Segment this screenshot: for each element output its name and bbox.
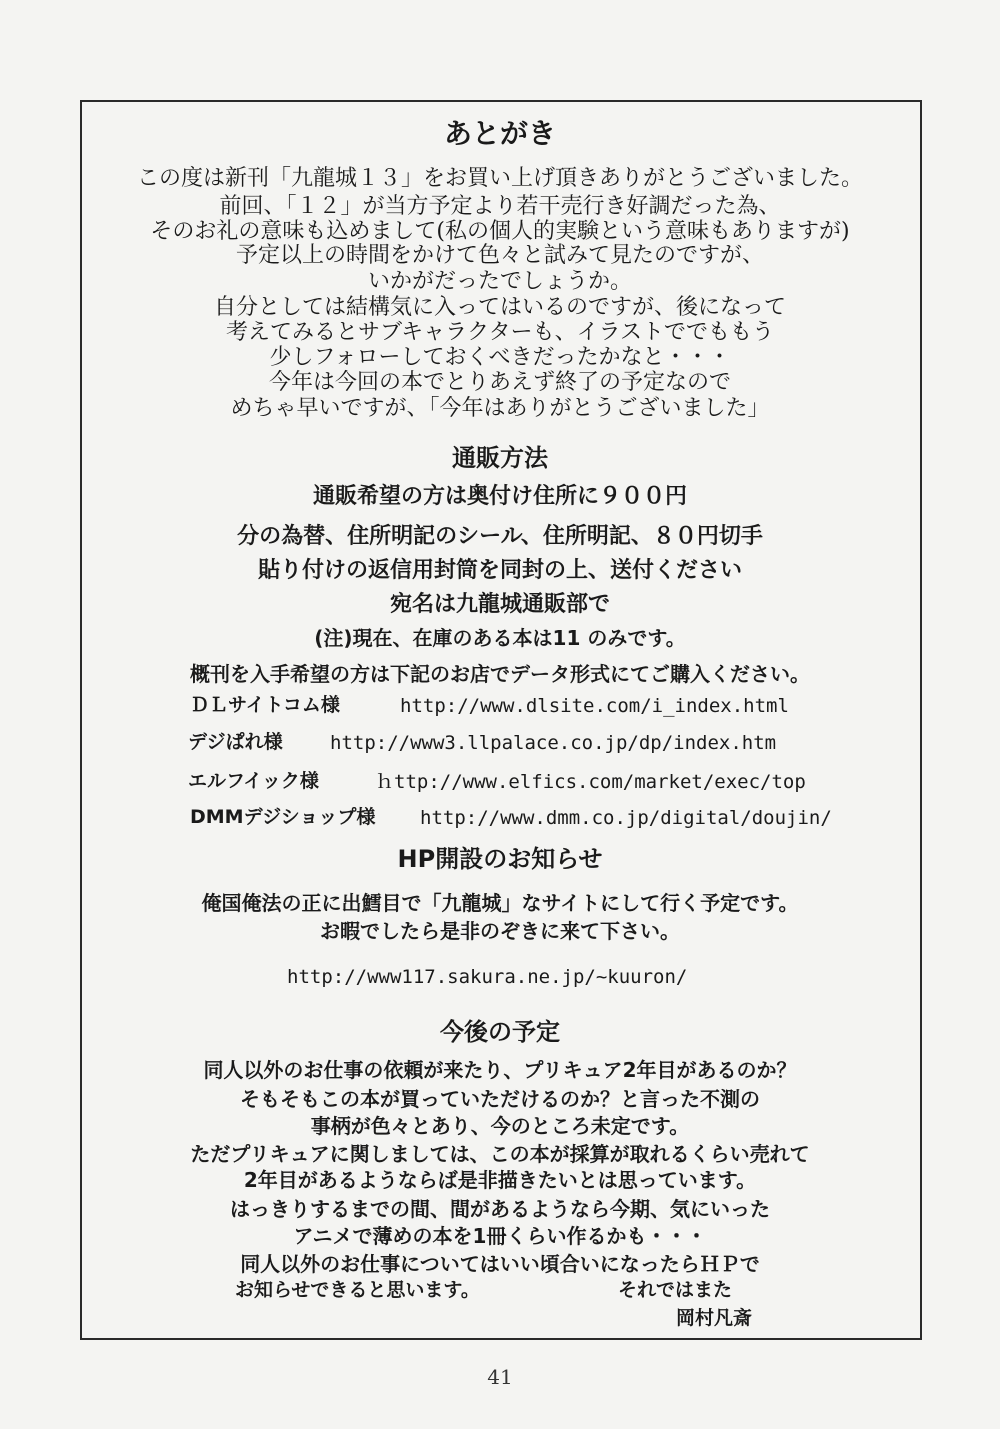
mail-order-line: 分の為替、住所明記のシール、住所明記、８０円切手 — [237, 524, 763, 549]
shop-url-link[interactable]: http://www3.llpalace.co.jp/dp/index.htm — [330, 732, 777, 754]
afterword-line: そのお礼の意味も込めまして(私の個人的実験という意味もありますが) — [150, 219, 850, 244]
afterword-line: 少しフォローしておくべきだったかなと・・・ — [269, 345, 731, 370]
future-line: お知らせできると思います。 — [235, 1279, 480, 1301]
afterword-line: 今年は今回の本でとりあえず終了の予定なので — [268, 370, 731, 395]
page-number: 41 — [487, 1365, 513, 1389]
homepage-url-link[interactable]: http://www117.sakura.ne.jp/~kuuron/ — [287, 966, 688, 988]
homepage-title: HP開設のお知らせ — [397, 845, 603, 873]
shop-name: エルフイック様 — [188, 770, 319, 792]
shop-url-link[interactable]: http://www.dlsite.com/i_index.html — [400, 695, 789, 717]
future-line: 同人以外のお仕事についてはいい頃合いになったらＨＰで — [240, 1252, 760, 1276]
afterword-line: 自分としては結構気に入ってはいるのですが、後になって — [213, 295, 786, 320]
author-signature: 岡村凡斎 — [676, 1307, 753, 1329]
future-line: 2年目があるようならば是非描きたいとは思っています。 — [243, 1168, 757, 1192]
shop-url-link[interactable]: ｈttp://www.elfics.com/market/exec/top — [375, 771, 806, 793]
shop-url-link[interactable]: http://www.dmm.co.jp/digital/doujin/ — [420, 807, 832, 829]
future-line: そもそもこの本が買っていただけるのか？と言った不測の — [240, 1087, 760, 1111]
afterword-line: 前回、「１２」が当方予定より若干売行き好調だった為、 — [219, 194, 781, 219]
shop-name: DMMデジショップ様 — [190, 806, 376, 828]
mail-order-line: 貼り付けの返信用封筒を同封の上、送付ください — [257, 558, 742, 583]
mail-order-note: (注)現在、在庫のある本は11 のみです。 — [314, 626, 686, 650]
future-title: 今後の予定 — [440, 1018, 560, 1046]
mail-order-line: 通販希望の方は奥付け住所に９００円 — [312, 484, 687, 509]
afterword-line: 考えてみるとサブキャラクターも、イラストででももう — [225, 320, 775, 345]
future-line: 同人以外のお仕事の依頼が来たり、プリキュア2年目があるのか？ — [203, 1058, 797, 1082]
future-line: ただプリキュアに関しましては、この本が採算が取れるくらい売れて — [190, 1142, 810, 1166]
homepage-line: 俺国俺法の正に出鱈目で「九龍城」なサイトにして行く予定です。 — [201, 891, 799, 915]
mail-order-line: 概刊を入手希望の方は下記のお店でデータ形式にてご購入ください。 — [190, 662, 810, 686]
afterword-line: いかがだったでしょうか。 — [367, 269, 632, 294]
homepage-line: お暇でしたら是非のぞきに来て下さい。 — [320, 919, 680, 943]
afterword-line: この度は新刊「九龍城１３」をお買い上げ頂きありがとうございました。 — [136, 166, 863, 191]
shop-name: ＤＬサイトコム様 — [190, 694, 340, 716]
shop-name: デジぱれ様 — [188, 731, 283, 753]
future-line: アニメで薄めの本を1冊くらい作るかも・・・ — [293, 1224, 707, 1248]
future-line: はっきりするまでの間、間があるようなら今期、気にいった — [230, 1197, 770, 1221]
afterword-line: 予定以上の時間をかけて色々と試みて見たのですが、 — [235, 243, 764, 268]
mail-order-title: 通販方法 — [452, 444, 548, 472]
afterword-title: あとがき — [443, 117, 556, 150]
afterword-line: めちゃ早いですが、「今年はありがとうございました」 — [230, 396, 770, 421]
mail-order-line: 宛名は九龍城通販部で — [389, 592, 610, 617]
future-line: 事柄が色々とあり、今のところ未定です。 — [310, 1114, 690, 1138]
closing-text: それではまた — [618, 1279, 733, 1301]
